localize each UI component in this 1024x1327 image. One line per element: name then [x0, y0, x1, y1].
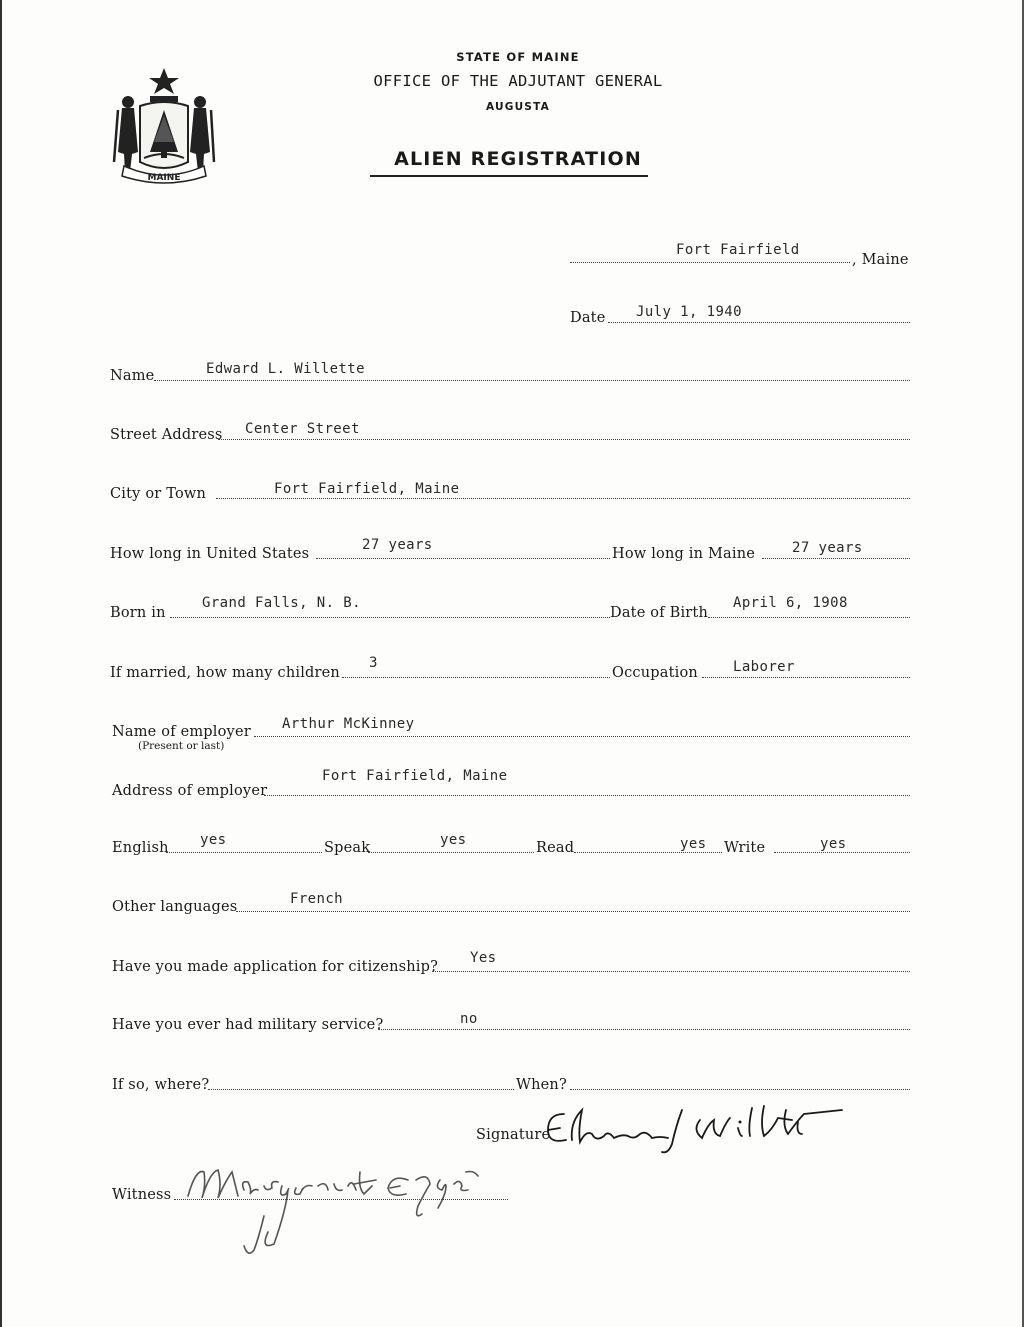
signature-image[interactable]	[542, 1100, 882, 1160]
form-title: ALIEN REGISTRATION	[394, 148, 642, 170]
us-duration-line	[316, 558, 610, 559]
other-languages-value[interactable]: French	[290, 891, 343, 907]
occupation-value[interactable]: Laborer	[733, 659, 795, 675]
occupation-line	[702, 677, 910, 678]
children-line	[342, 677, 610, 678]
city-value[interactable]: Fort Fairfield, Maine	[274, 481, 460, 497]
name-label: Name	[110, 368, 155, 384]
street-value[interactable]: Center Street	[245, 421, 360, 437]
read-value[interactable]: yes	[680, 836, 707, 852]
street-line	[218, 439, 910, 440]
speak-value[interactable]: yes	[440, 832, 467, 848]
maine-duration-label: How long in Maine	[612, 546, 756, 562]
born-in-line	[170, 617, 610, 618]
children-label: If married, how many children	[110, 665, 340, 681]
date-value[interactable]: July 1, 1940	[636, 304, 742, 320]
witness-label: Witness	[112, 1187, 172, 1203]
write-label: Write	[724, 840, 766, 856]
employer-value[interactable]: Arthur McKinney	[282, 716, 415, 732]
speak-line	[368, 852, 534, 853]
name-value[interactable]: Edward L. Willette	[206, 361, 365, 377]
maine-duration-value[interactable]: 27 years	[792, 540, 863, 556]
born-in-value[interactable]: Grand Falls, N. B.	[202, 595, 361, 611]
employer-address-line	[264, 795, 910, 796]
children-value[interactable]: 3	[369, 655, 378, 671]
other-languages-label: Other languages	[112, 899, 238, 915]
employer-line	[254, 736, 910, 737]
employer-label: Name of employer	[112, 724, 251, 740]
dob-value[interactable]: April 6, 1908	[733, 595, 848, 611]
write-value[interactable]: yes	[820, 836, 847, 852]
where-line	[208, 1089, 514, 1090]
other-languages-line	[236, 911, 910, 912]
location-value[interactable]: Fort Fairfield	[676, 242, 800, 258]
when-label: When?	[516, 1077, 567, 1093]
signature-label: Signature	[476, 1127, 551, 1143]
when-line	[570, 1089, 910, 1090]
speak-label: Speak	[324, 840, 371, 856]
street-label: Street Address	[110, 427, 223, 443]
dob-label: Date of Birth	[610, 605, 708, 621]
city-heading: AUGUSTA	[486, 101, 550, 113]
employer-address-value[interactable]: Fort Fairfield, Maine	[322, 768, 508, 784]
location-suffix: , Maine	[852, 252, 909, 268]
english-label: English	[112, 840, 169, 856]
born-in-label: Born in	[110, 605, 166, 621]
citizenship-label: Have you made application for citizenship?	[112, 959, 439, 975]
state-heading: STATE OF MAINE	[456, 50, 580, 64]
date-line	[608, 322, 910, 323]
location-line	[570, 262, 850, 263]
english-value[interactable]: yes	[200, 832, 227, 848]
city-label: City or Town	[110, 486, 207, 502]
us-duration-label: How long in United States	[110, 546, 310, 562]
read-label: Read	[536, 840, 575, 856]
title-underline	[370, 175, 648, 177]
write-line	[774, 852, 910, 853]
where-label: If so, where?	[112, 1077, 210, 1093]
employer-sublabel: (Present or last)	[138, 740, 225, 752]
office-heading: OFFICE OF THE ADJUTANT GENERAL	[373, 72, 663, 90]
employer-address-label: Address of employer	[112, 783, 268, 799]
military-value[interactable]: no	[460, 1011, 478, 1027]
citizenship-line	[432, 971, 910, 972]
read-line	[574, 852, 722, 853]
witness-signature-image[interactable]	[178, 1150, 508, 1258]
us-duration-value[interactable]: 27 years	[362, 537, 433, 553]
english-line	[166, 852, 322, 853]
citizenship-value[interactable]: Yes	[470, 950, 497, 966]
seal-banner-text: MAINE	[147, 173, 181, 183]
military-line	[378, 1029, 910, 1030]
name-line	[154, 380, 910, 381]
occupation-label: Occupation	[612, 665, 698, 681]
date-label: Date	[570, 310, 606, 326]
military-label: Have you ever had military service?	[112, 1017, 384, 1033]
dob-line	[708, 617, 910, 618]
maine-duration-line	[762, 558, 910, 559]
city-line	[216, 498, 910, 499]
